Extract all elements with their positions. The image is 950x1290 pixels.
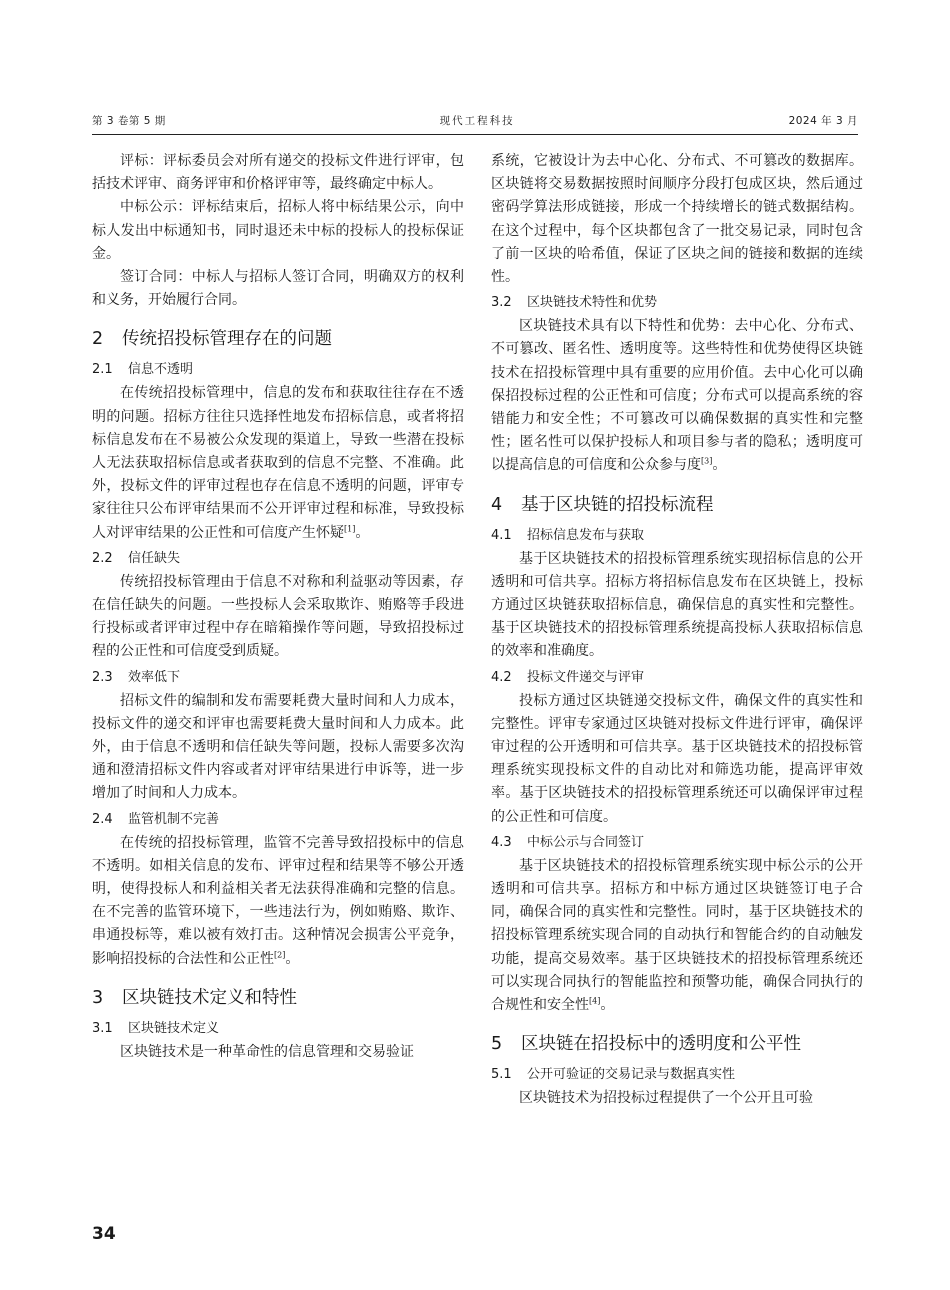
- end-mark: 。: [285, 950, 300, 967]
- subsection-title: 区块链技术特性和优势: [527, 295, 658, 311]
- subsection-number: 4.2: [491, 669, 512, 685]
- subsection-title: 区块链技术定义: [128, 1020, 220, 1036]
- subsection-title: 效率低下: [128, 669, 181, 685]
- subsection-title: 招标信息发布与获取: [527, 527, 645, 543]
- journal-title: 现代工程科技: [439, 115, 515, 127]
- section-number: 3: [92, 987, 104, 1008]
- subsection-heading-5-1: [491, 1063, 863, 1087]
- paragraph-5-1: 区块链技术为招投标过程提供了一个公开且可验: [519, 1090, 813, 1107]
- paragraph-text: 区块链技术具有以下特性和优势：去中心化、分布式、不可篡改、匿名性、透明度等。这些特性和优势使得区块链技术在招投标管理中具有重要的应用价值。去中心化可以确保招投标过程的公正性和可信度；分布式可以提高系统的容错能力和安全性；不可篡改可以确保数据的真实性和完整性；匿名性可以保护投标人和项目参与者的隐私；透明度可以提高信息的可信度和公众参与度: [491, 318, 863, 474]
- section-number: 2: [92, 329, 104, 350]
- section-heading-3: [92, 985, 464, 1011]
- subsection-number: 2.2: [92, 550, 113, 566]
- left-column: [92, 150, 464, 1064]
- citation-ref: [1]: [344, 523, 356, 533]
- right-column: [491, 150, 863, 1111]
- subsection-heading-4-2: [491, 666, 863, 690]
- issue-date: 2024 年 3 月: [788, 115, 858, 127]
- volume-issue: 第 3 卷第 5 期: [92, 115, 166, 127]
- paragraph-text: 基于区块链技术的招投标管理系统实现中标公示的公开透明和可信共享。招标方和中标方通过区块链签订电子合同，确保合同的真实性和完整性。同时，基于区块链技术的招投标管理系统实现合同的自动执行和智能合约的自动触发功能，提高交易效率。基于区块链技术的招投标管理系统还可以实现合同执行的智能监控和预警功能，确保合同执行的合规性和安全性: [491, 857, 863, 1014]
- subsection-number: 2.1: [92, 362, 113, 378]
- subsection-title: 监管机制不完善: [128, 811, 220, 827]
- paragraph-3-1-continued: 系统，它被设计为去中心化、分布式、不可篡改的数据库。区块链将交易数据按照时间顺序分段打包成区块，然后通过密码学算法形成链接，形成一个持续增长的链式数据结构。在这个过程中，每个区块都包含了一批交易记录，同时包含了前一区块的哈希值，保证了区块之间的链接和数据的连续性。: [491, 153, 863, 286]
- paragraph-evaluation: 评标：评标委员会对所有递交的投标文件进行评审，包括技术评审、商务评审和价格评审等，最终确定中标人。: [92, 153, 464, 193]
- subsection-number: 4.1: [491, 527, 512, 543]
- subsection-title: 中标公示与合同签订: [527, 834, 645, 850]
- paragraph-2-3: 招标文件的编制和发布需要耗费大量时间和人力成本，投标文件的递交和评审也需要耗费大量时间和人力成本。此外，由于信息不透明和信任缺失等问题，投标人需要多次沟通和澄清招标文件内容或者对评审结果进行申诉等，进一步增加了时间和人力成本。: [92, 692, 464, 802]
- paragraph-4-1: 基于区块链技术的招投标管理系统实现招标信息的公开透明和可信共享。招标方将招标信息发布在区块链上，投标方通过区块链获取招标信息，确保信息的真实性和完整性。基于区块链技术的招投标管理系统提高投标人获取招标信息的效率和准确度。: [491, 550, 863, 660]
- paragraph-award-notice: 中标公示：评标结束后，招标人将中标结果公示，向中标人发出中标通知书，同时退还未中标的投标人的投标保证金。: [92, 199, 464, 262]
- subsection-title: 信任缺失: [128, 550, 181, 566]
- citation-ref: [3]: [701, 456, 713, 466]
- section-title: 传统招投标管理存在的问题: [122, 329, 332, 350]
- paragraph-4-3: [491, 855, 863, 1017]
- subsection-heading-3-1: [92, 1017, 464, 1041]
- paragraph-2-4: [92, 832, 464, 971]
- section-heading-4: [491, 492, 863, 518]
- paragraph-3-1: 区块链技术是一种革命性的信息管理和交易验证: [120, 1043, 414, 1060]
- end-mark: 。: [355, 524, 370, 541]
- section-heading-5: [491, 1031, 863, 1057]
- paragraph-text: 在传统招投标管理中，信息的发布和获取往往存在不透明的问题。招标方往往只选择性地发布招标信息，或者将招标信息发布在不易被公众发现的渠道上，导致一些潜在投标人无法获取招标信息或者获取到的信息不完整、不准确。此外，投标文件的评审过程也存在信息不透明的问题，评审专家往往只公布评审结果而不公开评审过程和标准，导致投标人对评审结果的公正性和可信度产生怀疑: [92, 385, 464, 541]
- subsection-title: 公开可验证的交易记录与数据真实性: [527, 1067, 736, 1083]
- subsection-heading-4-3: [491, 831, 863, 855]
- section-title: 区块链在招投标中的透明度和公平性: [521, 1034, 801, 1055]
- subsection-title: 信息不透明: [128, 362, 194, 378]
- citation-ref: [4]: [589, 996, 601, 1006]
- end-mark: 。: [712, 457, 727, 474]
- subsection-number: 2.4: [92, 811, 113, 827]
- subsection-heading-2-2: [92, 547, 464, 571]
- section-title: 区块链技术定义和特性: [122, 987, 297, 1008]
- subsection-heading-2-3: [92, 666, 464, 690]
- section-number: 5: [491, 1034, 503, 1055]
- section-heading-2: [92, 326, 464, 352]
- subsection-number: 4.3: [491, 834, 512, 850]
- citation-ref: [2]: [274, 950, 286, 960]
- paragraph-contract-signing: 签订合同：中标人与招标人签订合同，明确双方的权利和义务，开始履行合同。: [92, 269, 464, 309]
- end-mark: 。: [600, 997, 615, 1014]
- section-title: 基于区块链的招投标流程: [521, 494, 714, 515]
- paragraph-3-2: [491, 315, 863, 477]
- subsection-heading-2-4: [92, 808, 464, 832]
- paragraph-text: 在传统的招投标管理，监管不完善导致招投标中的信息不透明。如相关信息的发布、评审过程和结果等不够公开透明，使得投标人和利益相关者无法获得准确和完整的信息。在不完善的监管环境下，一些违法行为，例如贿赂、欺诈、串通投标等，难以被有效打击。这种情况会损害公平竞争，影响招投标的合法性和公正性: [92, 834, 464, 967]
- subsection-heading-3-2: [491, 291, 863, 315]
- subsection-title: 投标文件递交与评审: [527, 669, 645, 685]
- paragraph-2-1: [92, 382, 464, 544]
- subsection-number: 3.2: [491, 295, 512, 311]
- page-number: 34: [92, 1224, 116, 1244]
- paragraph-4-2: 投标方通过区块链递交投标文件，确保文件的真实性和完整性。评审专家通过区块链对投标文件进行评审，确保评审过程的公开透明和可信共享。基于区块链技术的招投标管理系统实现投标文件的自动比对和筛选功能，提高评审效率。基于区块链技术的招投标管理系统还可以确保评审过程的公正性和可信度。: [491, 692, 863, 825]
- subsection-heading-2-1: [92, 358, 464, 382]
- subsection-heading-4-1: [491, 524, 863, 548]
- subsection-number: 5.1: [491, 1067, 512, 1083]
- paragraph-2-2: 传统招投标管理由于信息不对称和利益驱动等因素，存在信任缺失的问题。一些投标人会采取欺诈、贿赂等手段进行投标或者评审过程中存在暗箱操作等问题，导致招投标过程的公正性和可信度受到质疑。: [92, 573, 464, 660]
- subsection-number: 3.1: [92, 1020, 113, 1036]
- section-number: 4: [491, 494, 503, 515]
- running-header: [92, 113, 858, 135]
- subsection-number: 2.3: [92, 669, 113, 685]
